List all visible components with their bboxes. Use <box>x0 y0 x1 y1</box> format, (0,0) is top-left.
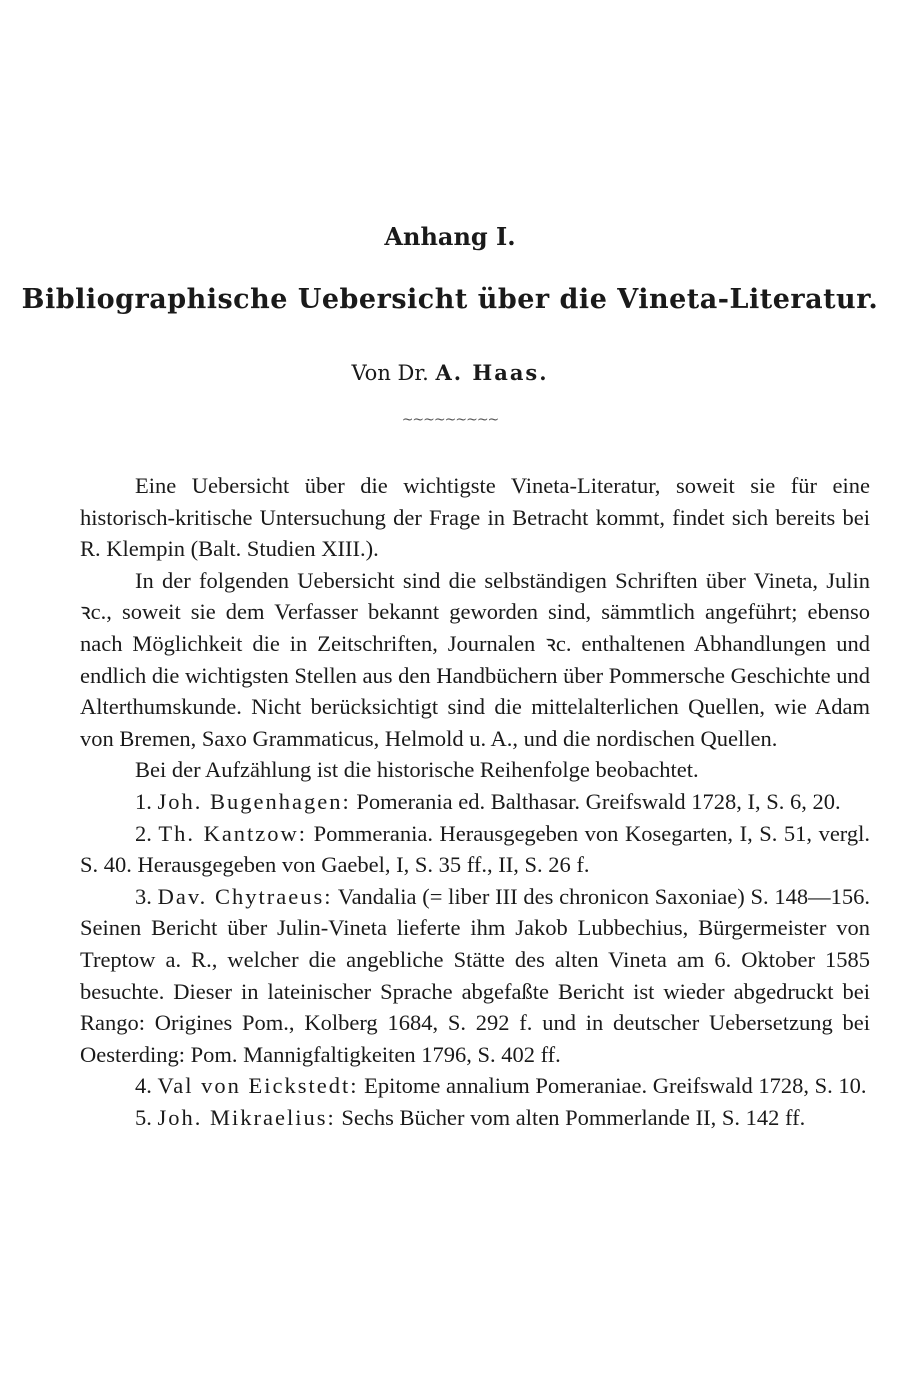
bibliography-entry <box>80 786 870 818</box>
entry-text: Pommerania. Herausgegeben von Kosegarten, I, S. 51, vergl. S. 40. Herausgegeben von Gaebel, I, S. 35 ff., II, S. 26 f. <box>80 820 871 878</box>
bibliography-entry <box>80 881 870 1071</box>
appendix-heading: Anhang I. <box>384 222 516 251</box>
entry-author: Joh. Bugenhagen: <box>157 788 351 814</box>
byline-prefix: Von Dr. <box>351 361 429 385</box>
entry-text: Vandalia (= liber III des chronicon Saxoniae) S. 148—156. Seinen Bericht über Julin-Vineta lieferte ihm Jakob Lubbechius, Bürgermeister von Treptow a. R., welcher die angebliche Stätte des alten Vineta am 6. Oktober 1585 besuchte. Dieser in lateinischer Sprache abgefaßte Bericht ist wieder abgedruckt bei Rango: Origines Pom., Kolberg 1684, S. 292 f. und in deutscher Uebersetzung bei Oesterding: Pom. Mannigfaltigkeiten 1796, S. 402 ff. <box>80 883 870 1067</box>
entry-number: 5. <box>135 1104 152 1130</box>
body-text <box>80 470 870 1133</box>
entry-text: Sechs Bücher vom alten Pommerlande II, S. 142 ff. <box>341 1104 806 1130</box>
bibliography-entry <box>80 1102 870 1134</box>
intro-paragraph: In der folgenden Uebersicht sind die selbständigen Schriften über Vineta, Julin ꝛc., soweit sie dem Verfasser bekannt geworden sind, sämmtlich angeführt; ebenso nach Möglichkeit die in Zeitschriften, Journalen ꝛc. enthaltenen Abhandlungen und endlich die wichtigsten Stellen aus den Handbüchern über Pommersche Geschichte und Alterthumskunde. Nicht berücksichtigt sind die mittelalterlichen Quellen, wie Adam von Bremen, Saxo Grammaticus, Helmold u. A., und die nordischen Quellen. <box>80 567 870 751</box>
entry-number: 1. <box>135 788 152 814</box>
entry-number: 4. <box>135 1073 152 1099</box>
entry-author: Dav. Chytraeus: <box>157 883 333 909</box>
entry-text: Epitome annalium Pomeraniae. Greifswald 1728, S. 10. <box>364 1073 867 1099</box>
intro-paragraph: Bei der Aufzählung ist die historische Reihenfolge beobachtet. <box>135 757 699 783</box>
byline <box>0 360 900 385</box>
ornamental-divider: ~~~~~~~~~ <box>401 412 499 428</box>
entry-author: Val von Eickstedt: <box>157 1073 359 1099</box>
bibliography-entry <box>80 818 870 881</box>
entry-number: 2. <box>135 820 152 846</box>
entry-author: Th. Kantzow: <box>158 820 308 846</box>
entry-text: Pomerania ed. Balthasar. Greifswald 1728, I, S. 6, 20. <box>356 788 841 814</box>
entry-author: Joh. Mikraelius: <box>157 1104 336 1130</box>
intro-paragraph: Eine Uebersicht über die wichtigste Vineta-Literatur, soweit sie für eine historisch-kritische Untersuchung der Frage in Betracht kommt, findet sich bereits bei R. Klempin (Balt. Studien XIII.). <box>80 473 870 562</box>
entry-number: 3. <box>135 883 152 909</box>
bibliography-entry <box>80 1070 870 1102</box>
author-name: A. Haas. <box>435 360 549 385</box>
page-title: Bibliographische Uebersicht über die Vineta-Literatur. <box>21 284 879 315</box>
